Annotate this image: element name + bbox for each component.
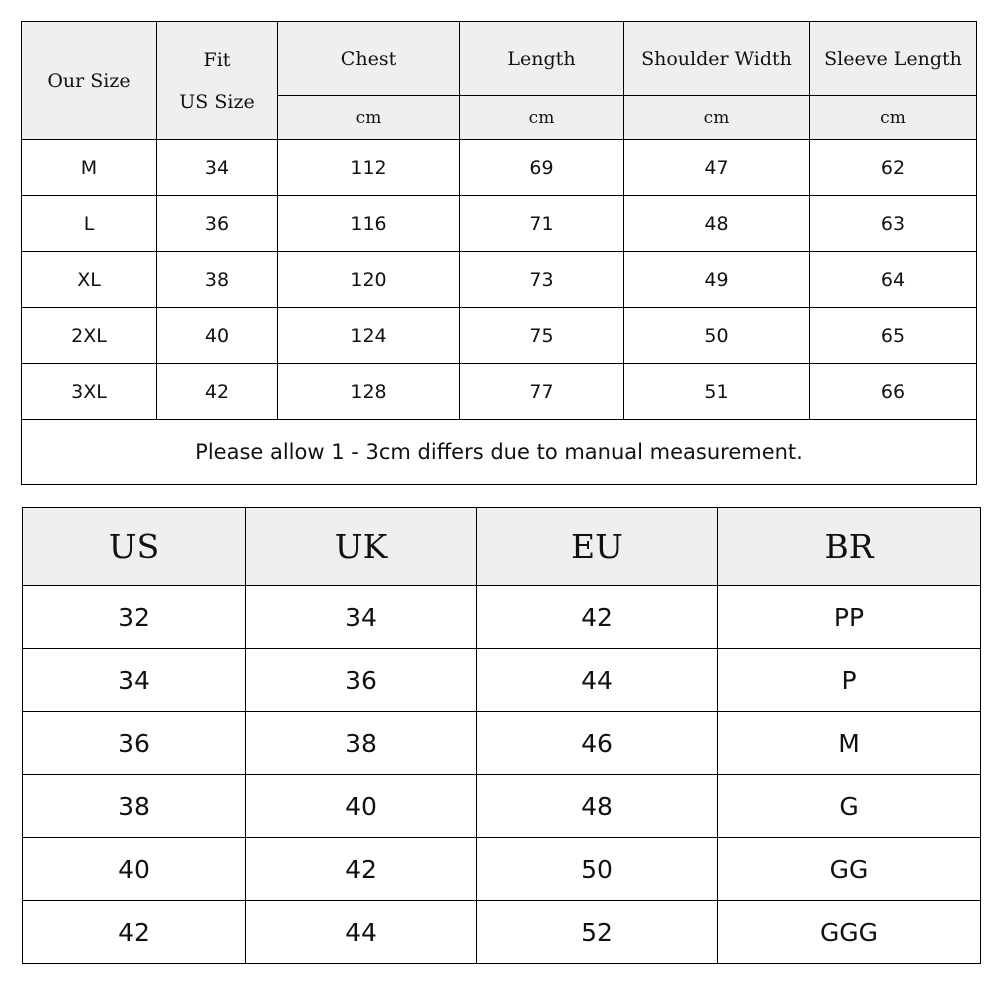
cell-chest: 120 bbox=[278, 252, 460, 308]
cell-us-size: 38 bbox=[157, 252, 278, 308]
cell-shoulder-width: 49 bbox=[624, 252, 810, 308]
cell-us-size: 34 bbox=[157, 140, 278, 196]
cell-size: 2XL bbox=[22, 308, 157, 364]
cell-us-size: 40 bbox=[157, 308, 278, 364]
cell-us: 34 bbox=[23, 649, 246, 712]
header-br: BR bbox=[718, 508, 981, 586]
cell-shoulder-width: 48 bbox=[624, 196, 810, 252]
cell-size: XL bbox=[22, 252, 157, 308]
measurement-note-row bbox=[22, 420, 977, 485]
table-row bbox=[22, 364, 977, 420]
cell-eu: 52 bbox=[477, 901, 718, 964]
table-row bbox=[22, 196, 977, 252]
table-row bbox=[23, 586, 981, 649]
header-our-size: Our Size bbox=[22, 22, 157, 140]
cell-uk: 42 bbox=[246, 838, 477, 901]
table-row bbox=[23, 838, 981, 901]
unit-length: cm bbox=[460, 96, 624, 140]
cell-chest: 112 bbox=[278, 140, 460, 196]
cell-br: G bbox=[718, 775, 981, 838]
cell-shoulder-width: 51 bbox=[624, 364, 810, 420]
cell-us: 36 bbox=[23, 712, 246, 775]
cell-chest: 124 bbox=[278, 308, 460, 364]
size-measurement-table bbox=[21, 21, 977, 485]
cell-length: 77 bbox=[460, 364, 624, 420]
cell-sleeve-length: 62 bbox=[810, 140, 977, 196]
size-conversion-table bbox=[22, 507, 981, 964]
table-row bbox=[22, 252, 977, 308]
conversion-header-row bbox=[23, 508, 981, 586]
cell-sleeve-length: 65 bbox=[810, 308, 977, 364]
unit-chest: cm bbox=[278, 96, 460, 140]
cell-uk: 36 bbox=[246, 649, 477, 712]
cell-size: L bbox=[22, 196, 157, 252]
cell-br: GGG bbox=[718, 901, 981, 964]
size-table-header-row bbox=[22, 22, 977, 96]
cell-us-size: 42 bbox=[157, 364, 278, 420]
cell-eu: 50 bbox=[477, 838, 718, 901]
cell-length: 75 bbox=[460, 308, 624, 364]
measurement-note: Please allow 1 - 3cm differs due to manual measurement. bbox=[22, 420, 977, 485]
header-length: Length bbox=[460, 22, 624, 96]
header-chest: Chest bbox=[278, 22, 460, 96]
table-row bbox=[23, 775, 981, 838]
table-row bbox=[22, 140, 977, 196]
cell-uk: 38 bbox=[246, 712, 477, 775]
cell-us: 42 bbox=[23, 901, 246, 964]
header-us-size-label: US Size bbox=[179, 90, 255, 113]
header-sleeve-length: Sleeve Length bbox=[810, 22, 977, 96]
cell-us-size: 36 bbox=[157, 196, 278, 252]
unit-shoulder-width: cm bbox=[624, 96, 810, 140]
header-shoulder-width: Shoulder Width bbox=[624, 22, 810, 96]
cell-uk: 44 bbox=[246, 901, 477, 964]
cell-size: M bbox=[22, 140, 157, 196]
table-row bbox=[22, 308, 977, 364]
unit-sleeve-length: cm bbox=[810, 96, 977, 140]
cell-chest: 116 bbox=[278, 196, 460, 252]
cell-sleeve-length: 64 bbox=[810, 252, 977, 308]
cell-br: P bbox=[718, 649, 981, 712]
cell-br: GG bbox=[718, 838, 981, 901]
cell-chest: 128 bbox=[278, 364, 460, 420]
cell-size: 3XL bbox=[22, 364, 157, 420]
table-row bbox=[23, 712, 981, 775]
cell-length: 69 bbox=[460, 140, 624, 196]
header-us: US bbox=[23, 508, 246, 586]
cell-shoulder-width: 50 bbox=[624, 308, 810, 364]
cell-uk: 34 bbox=[246, 586, 477, 649]
header-eu: EU bbox=[477, 508, 718, 586]
cell-length: 73 bbox=[460, 252, 624, 308]
table-row bbox=[23, 649, 981, 712]
cell-eu: 42 bbox=[477, 586, 718, 649]
cell-us: 38 bbox=[23, 775, 246, 838]
header-fit-label: Fit bbox=[203, 48, 231, 71]
cell-eu: 44 bbox=[477, 649, 718, 712]
cell-eu: 48 bbox=[477, 775, 718, 838]
header-fit-us-size bbox=[157, 22, 278, 140]
cell-br: PP bbox=[718, 586, 981, 649]
cell-sleeve-length: 63 bbox=[810, 196, 977, 252]
cell-us: 32 bbox=[23, 586, 246, 649]
cell-eu: 46 bbox=[477, 712, 718, 775]
cell-br: M bbox=[718, 712, 981, 775]
table-row bbox=[23, 901, 981, 964]
header-uk: UK bbox=[246, 508, 477, 586]
cell-us: 40 bbox=[23, 838, 246, 901]
cell-shoulder-width: 47 bbox=[624, 140, 810, 196]
cell-length: 71 bbox=[460, 196, 624, 252]
cell-uk: 40 bbox=[246, 775, 477, 838]
cell-sleeve-length: 66 bbox=[810, 364, 977, 420]
